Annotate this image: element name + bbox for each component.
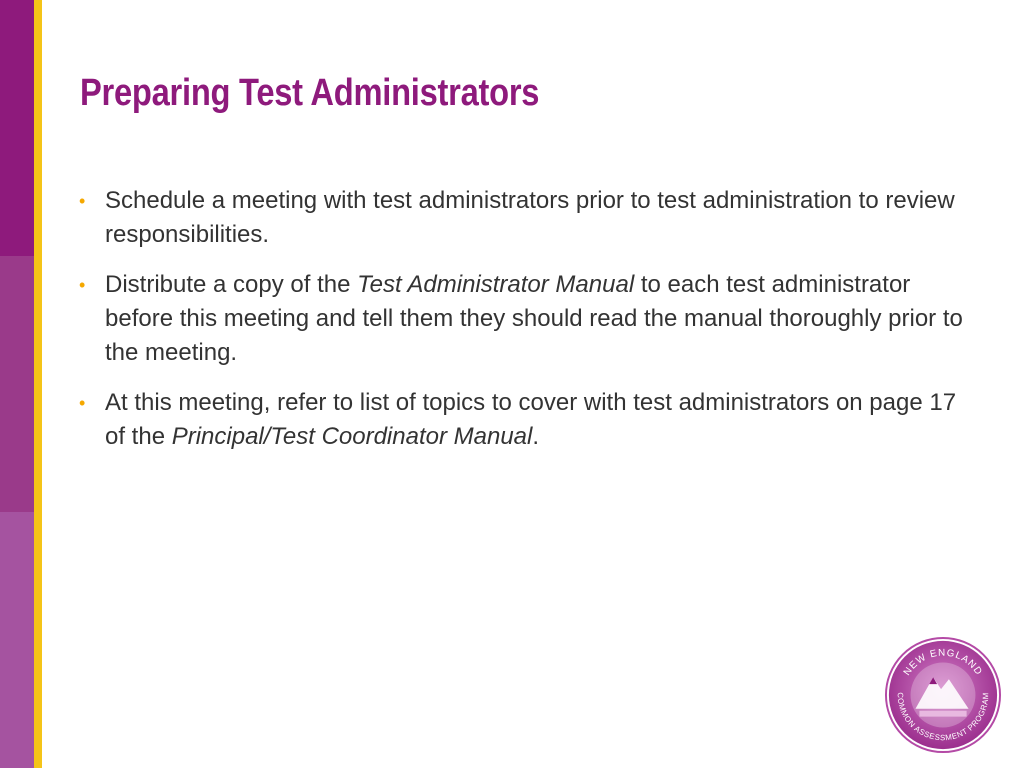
gold-accent-stripe (34, 0, 42, 768)
manual-title-emphasis: Principal/Test Coordinator Manual (171, 423, 533, 450)
bullet-item (78, 184, 978, 252)
slide-title: Preparing Test Administrators (80, 72, 540, 114)
bullet-item (78, 386, 978, 454)
bullet-text: Distribute a copy of the (105, 271, 358, 298)
bullet-list (78, 184, 978, 470)
manual-title-emphasis: Test Administrator Manual (357, 271, 635, 298)
logo-bottom-text: COMMON ASSESSMENT PROGRAM (895, 692, 991, 743)
new-england-cap-logo (884, 636, 1002, 754)
logo-top-text: NEW ENGLAND (901, 647, 985, 678)
bar-segment-middle (0, 256, 34, 512)
bullet-icon: • (79, 191, 86, 211)
left-decorative-bar (0, 0, 34, 768)
bullet-text: to each test administrator before this meeting and tell them they should read the manual thoroughly prior to the meeting. (105, 271, 963, 366)
bar-segment-top (0, 0, 34, 256)
bullet-text: Schedule a meeting with test administrators prior to test administration to review responsibilities. (105, 187, 955, 248)
bullet-item (78, 268, 978, 370)
bullet-text: At this meeting, refer to list of topics to cover with test administrators on page 17 of the (105, 389, 957, 450)
bullet-icon: • (79, 275, 86, 295)
bar-segment-bottom (0, 512, 34, 768)
bullet-text: . (532, 423, 540, 450)
bullet-icon: • (79, 393, 86, 413)
